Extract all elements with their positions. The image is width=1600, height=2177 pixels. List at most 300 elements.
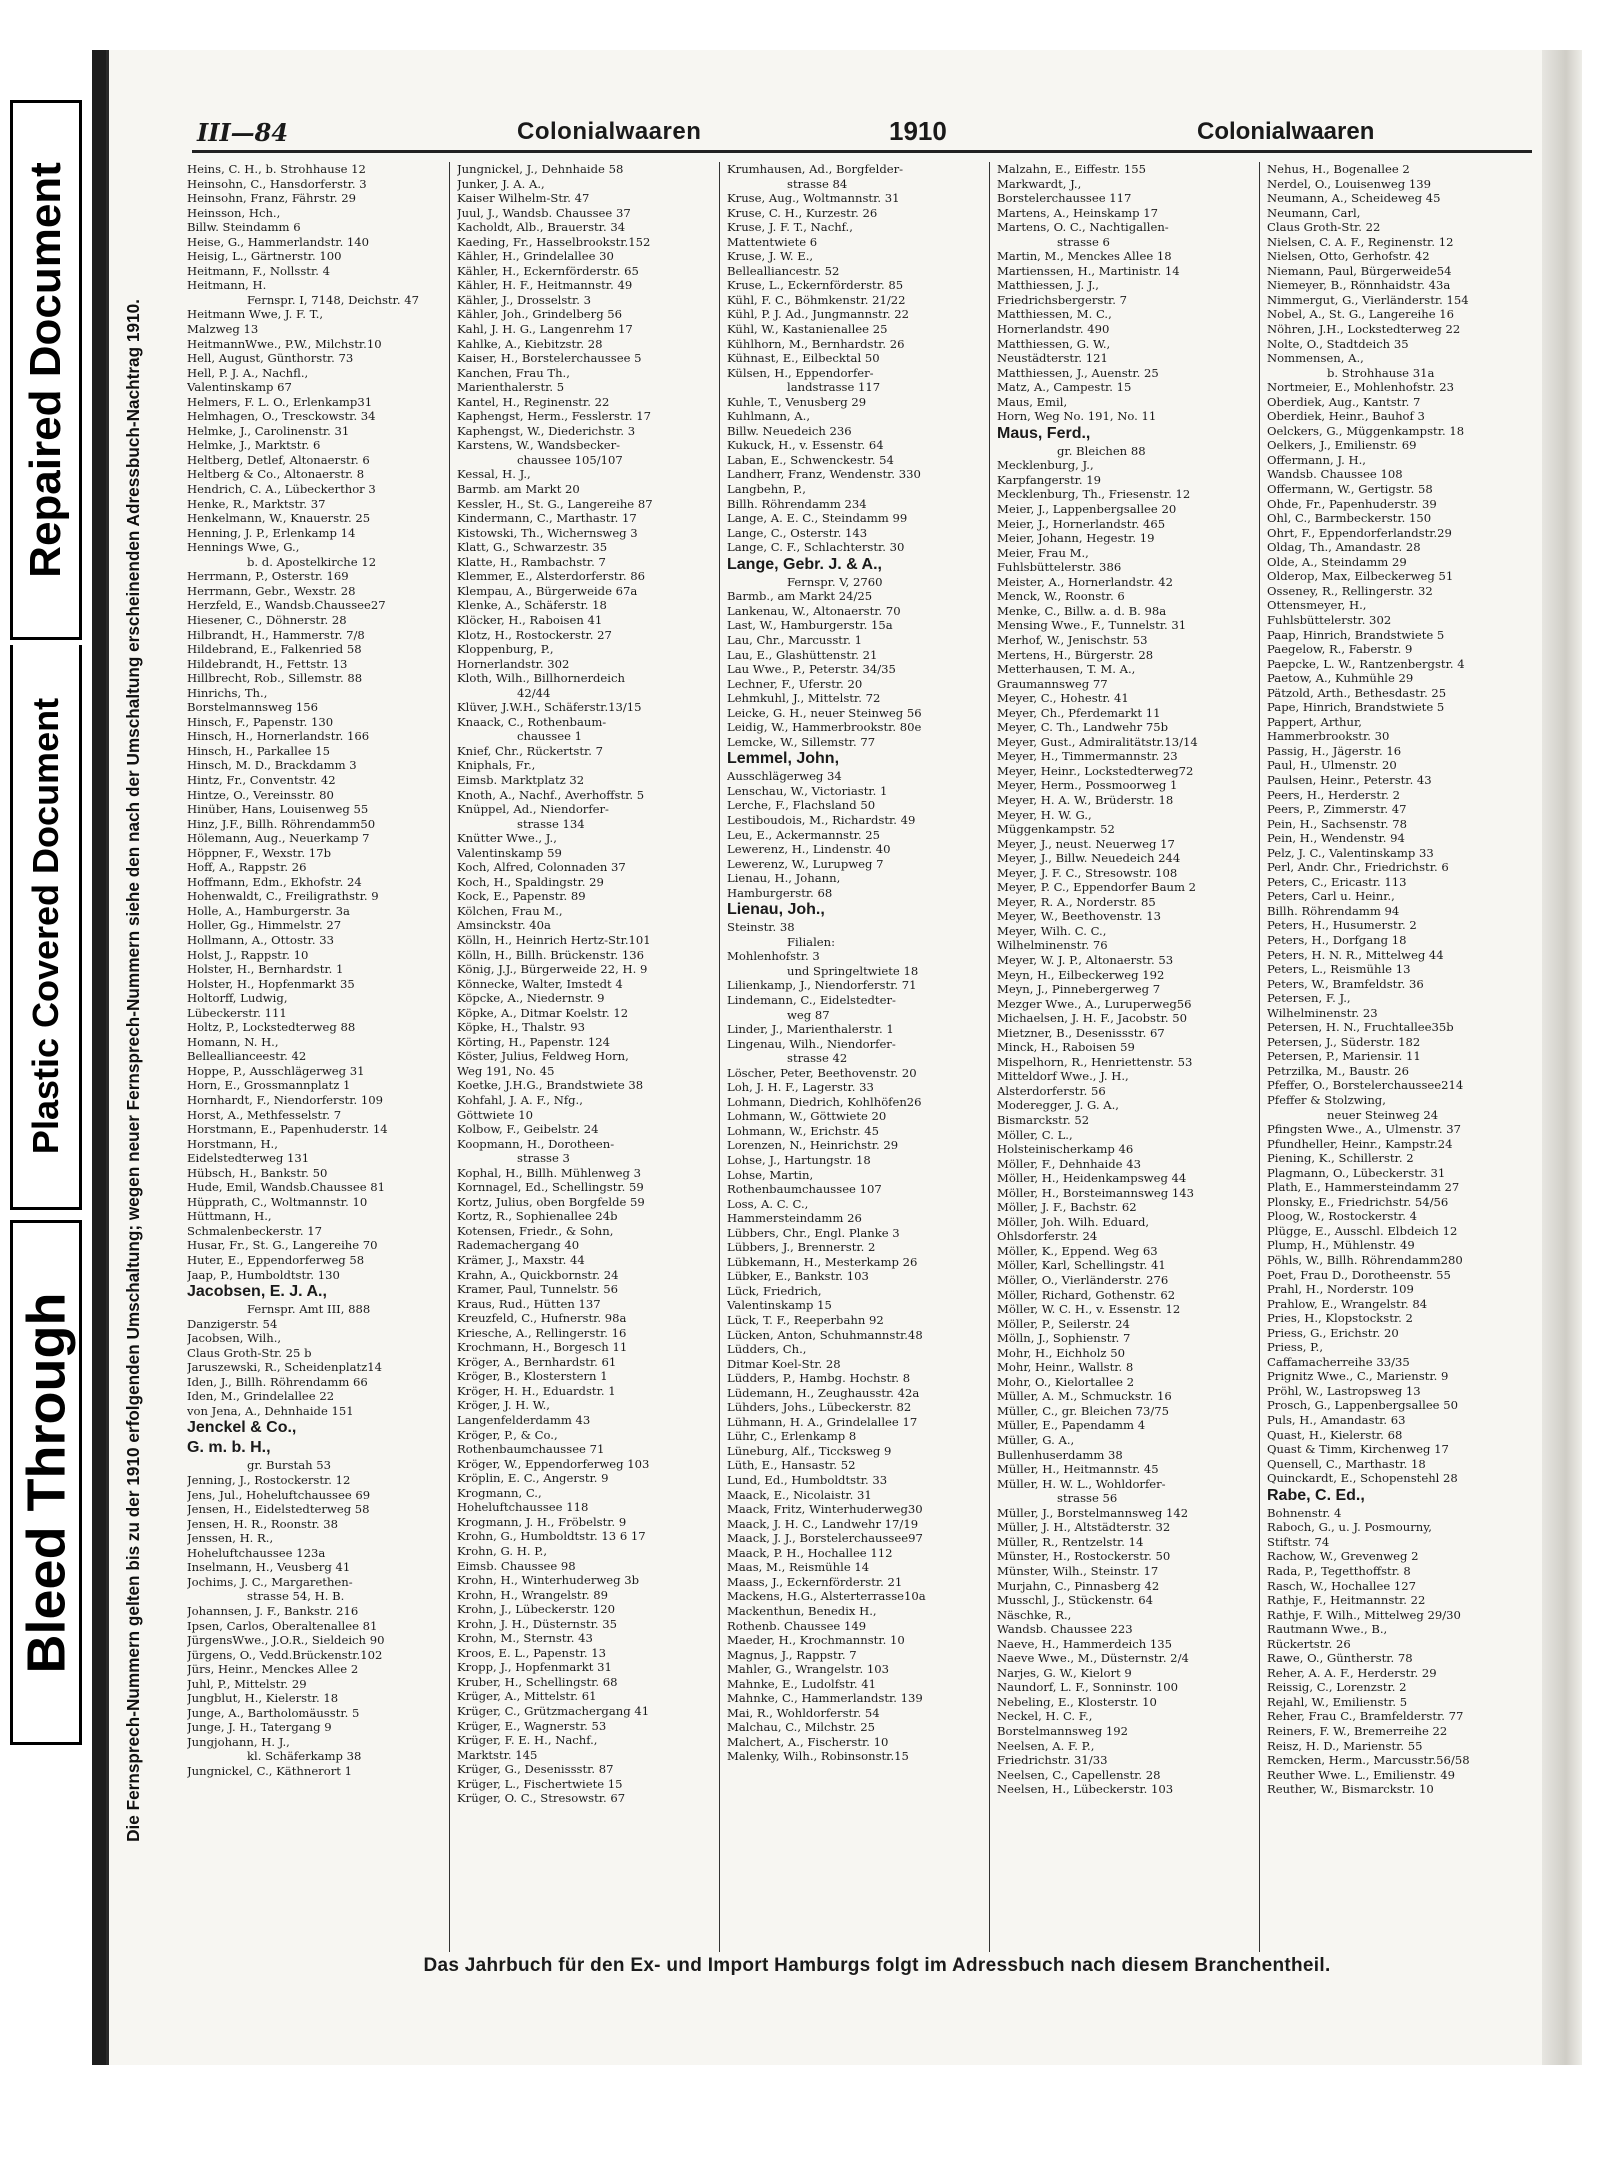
directory-entry: Steinstr. 38 — [727, 920, 795, 935]
directory-entry: Quast & Timm, Kirchenweg 17 — [1267, 1442, 1449, 1457]
directory-entry: Lüdders, Ch., — [727, 1342, 807, 1357]
directory-entry: Möller, W. C. H., v. Essenstr. 12 — [997, 1302, 1181, 1317]
directory-entry: Maack, Fritz, Winterhuderweg30 — [727, 1502, 923, 1517]
directory-entry: Iden, J., Billh. Röhrendamm 66 — [187, 1374, 368, 1389]
directory-entry: Valentinskamp 15 — [727, 1298, 832, 1313]
directory-entry: Barmb., am Markt 24/25 — [727, 589, 873, 604]
label-repaired-text: Repaired Document — [21, 162, 71, 578]
directory-entry: Borstelmannsweg 156 — [187, 700, 319, 715]
directory-entry: Jungnickel, C., Käthnerort 1 — [187, 1763, 352, 1778]
directory-entry: Koch, H., Spaldingstr. 29 — [457, 874, 604, 889]
directory-entry: Priess, G., Erichstr. 20 — [1267, 1325, 1399, 1340]
directory-entry: Jacobsen, E. J. A., — [187, 1283, 327, 1301]
directory-entry: Lohmann, W., Erichstr. 45 — [727, 1123, 879, 1138]
directory-entry: Krahn, A., Quickbornstr. 24 — [457, 1267, 619, 1282]
directory-entry: Külsen, H., Eppendorfer- — [727, 365, 874, 380]
directory-entry: Horstmann, E., Papenhuderstr. 14 — [187, 1122, 388, 1137]
directory-entry: Kruse, C. H., Kurzestr. 26 — [727, 205, 878, 220]
directory-entry: Jensen, H. R., Roonstr. 38 — [187, 1516, 339, 1531]
directory-entry: Matz, A., Campestr. 15 — [997, 380, 1132, 395]
directory-entry: Lemmel, John, — [727, 750, 840, 768]
directory-entry: Lienau, Joh., — [727, 901, 825, 919]
directory-entry: Hude, Emil, Wandsb.Chaussee 81 — [187, 1180, 386, 1195]
directory-entry: Peters, H., Dorfgang 18 — [1267, 932, 1407, 947]
directory-entry: Priess, P., — [1267, 1340, 1324, 1355]
directory-entry: Wandsb. Chaussee 108 — [1267, 467, 1403, 482]
directory-entry: Möller, Karl, Schellingstr. 41 — [997, 1258, 1166, 1273]
directory-entry: Neelsen, H., Lübeckerstr. 103 — [997, 1782, 1174, 1797]
directory-entry: Möller, H., Heidenkampsweg 44 — [997, 1171, 1187, 1186]
directory-entry: Krohn, H., Winterhuderweg 3b — [457, 1573, 640, 1588]
directory-entry: Kindermann, C., Marthastr. 17 — [457, 511, 637, 526]
directory-entry: Meyer, Gust., Admiralitätstr.13/14 — [997, 734, 1198, 749]
directory-entry: Nehus, H., Bogenallee 2 — [1267, 162, 1410, 176]
directory-entry: Rademachergang 40 — [457, 1238, 580, 1253]
directory-entry: Meyer, W. J. P., Altonaerstr. 53 — [997, 952, 1174, 967]
directory-entry: Kraus, Rud., Hütten 137 — [457, 1296, 601, 1311]
label-plastic-text: Plastic Covered Document — [25, 697, 67, 1155]
directory-entry: Nobel, A., St. G., Langereihe 16 — [1267, 307, 1455, 322]
directory-entry: b. Strohhause 31a — [1327, 365, 1435, 380]
directory-entry: Mackens, H.G., Alsterterrasse10a — [727, 1589, 926, 1604]
directory-entry: Hamburgerstr. 68 — [727, 885, 833, 900]
directory-entry: Klemmer, E., Alsterdorferstr. 86 — [457, 569, 645, 584]
directory-entry: Horstmann, H., — [187, 1136, 278, 1151]
directory-entry: Malchau, C., Milchstr. 25 — [727, 1720, 875, 1735]
directory-entry: Lehmkuhl, J., Mittelstr. 72 — [727, 691, 881, 706]
directory-entry: Meyer, H. A. W., Brüderstr. 18 — [997, 792, 1174, 807]
directory-entry: Rückertstr. 26 — [1267, 1636, 1351, 1651]
directory-entry: Möller, K., Eppend. Weg 63 — [997, 1243, 1158, 1258]
directory-entry: Peters, Carl u. Heinr., — [1267, 889, 1395, 904]
directory-entry: Hinrichs, Th., — [187, 685, 268, 700]
directory-entry: Holsteinischerkamp 46 — [997, 1142, 1134, 1157]
directory-entry: Martens, A., Heinskamp 17 — [997, 205, 1158, 220]
directory-entry: Fernspr. V, 2760 — [787, 574, 883, 589]
directory-entry: Hoppe, P., Ausschlägerweg 31 — [187, 1063, 365, 1078]
directory-entry: Nimmergut, G., Vierländerstr. 154 — [1267, 292, 1469, 307]
directory-entry: Kukuck, H., v. Essenstr. 64 — [727, 438, 884, 453]
directory-entry: Lübbers, Chr., Engl. Planke 3 — [727, 1225, 900, 1240]
directory-entry: Hollmann, A., Ottostr. 33 — [187, 932, 334, 947]
directory-entry: Jochims, J. C., Margarethen- — [187, 1574, 353, 1589]
directory-entry: Borstelmannsweg 192 — [997, 1723, 1129, 1738]
directory-entry: Jungnickel, J., Dehnhaide 58 — [457, 162, 624, 176]
directory-entry: Lindemann, C., Eidelstedter- — [727, 992, 896, 1007]
directory-entry: Barmb. am Markt 20 — [457, 482, 580, 497]
directory-entry: Meyer, Herm., Possmoorweg 1 — [997, 778, 1178, 793]
directory-entry: Jenssen, H. R., — [187, 1531, 274, 1546]
directory-entry: Kropp, J., Hopfenmarkt 31 — [457, 1660, 612, 1675]
directory-entry: Graumannsweg 77 — [997, 676, 1108, 691]
directory-entry: Osseney, R., Rellingerstr. 32 — [1267, 583, 1433, 598]
directory-entry: Knütter Wwe., J., — [457, 831, 557, 846]
directory-entry: Kröger, P., & Co., — [457, 1427, 558, 1442]
directory-entry: Kloppenburg, P., — [457, 642, 554, 657]
directory-entry: Meyer, R. A., Norderstr. 85 — [997, 894, 1156, 909]
directory-entry: Eimsb. Marktplatz 32 — [457, 772, 585, 787]
directory-entry: Laban, E., Schwenckestr. 54 — [727, 452, 894, 467]
directory-entry: Meyer, H. W. G., — [997, 807, 1092, 822]
directory-entry: Kühlhorn, M., Bernhardstr. 26 — [727, 336, 905, 351]
directory-entry: Kacholdt, Alb., Brauerstr. 34 — [457, 220, 626, 235]
directory-entry: Reuther Wwe. L., Emilienstr. 49 — [1267, 1767, 1456, 1782]
directory-entry: Mispelhorn, R., Henriettenstr. 53 — [997, 1054, 1193, 1069]
directory-entry: Minck, H., Raboisen 59 — [997, 1040, 1135, 1055]
directory-entry: Lohmann, W., Göttwiete 20 — [727, 1109, 887, 1124]
directory-entry: Krogmann, C., — [457, 1485, 542, 1500]
directory-entry: Martens, O. C., Nachtigallen- — [997, 220, 1169, 235]
directory-entry: Mattentwiete 6 — [727, 234, 818, 249]
directory-entry: strasse 134 — [517, 816, 585, 831]
directory-entry: Lühmann, H. A., Grindelallee 17 — [727, 1414, 918, 1429]
directory-entry: neuer Steinweg 24 — [1327, 1107, 1439, 1122]
header-year: 1910 — [889, 116, 947, 146]
directory-entry: Pröhl, W., Lastropsweg 13 — [1267, 1383, 1421, 1398]
directory-entry: Malchert, A., Fischerstr. 10 — [727, 1734, 889, 1749]
directory-entry: Mecklenburg, Th., Friesenstr. 12 — [997, 487, 1191, 502]
directory-entry: Rasch, W., Hochallee 127 — [1267, 1578, 1417, 1593]
directory-entry: Rothenbaumchaussee 71 — [457, 1442, 605, 1457]
directory-entry: chaussee 1 — [517, 729, 583, 744]
directory-entry: Offermann, J. H., — [1267, 452, 1366, 467]
directory-entry: Olde, A., Steindamm 29 — [1267, 554, 1407, 569]
directory-entry: Plath, E., Hammersteindamm 27 — [1267, 1180, 1460, 1195]
directory-entry: Quinckardt, E., Schopenstehl 28 — [1267, 1471, 1458, 1486]
directory-entry: Raboch, G., u. J. Posmourny, — [1267, 1520, 1432, 1535]
directory-entry: Mohr, Heinr., Wallstr. 8 — [997, 1360, 1134, 1375]
directory-entry: Kaiser, H., Borstelerchaussee 5 — [457, 351, 642, 366]
directory-entry: Kortz, R., Sophienallee 24b — [457, 1209, 618, 1224]
directory-entry: Lübbers, J., Brennerstr. 2 — [727, 1240, 876, 1255]
directory-entry: Junge, A., Bartholomäusstr. 5 — [187, 1705, 360, 1720]
directory-entry: Leu, E., Ackermannstr. 25 — [727, 827, 881, 842]
directory-entry: Mecklenburg, J., — [997, 458, 1094, 473]
directory-entry: Heinsson, Hch., — [187, 205, 281, 220]
directory-entry: Peters, W., Bramfeldstr. 36 — [1267, 976, 1424, 991]
directory-entry: Koch, Alfred, Colonnaden 37 — [457, 860, 626, 875]
directory-entry: G. m. b. H., — [187, 1439, 271, 1457]
directory-entry: Heisig, L., Gärtnerstr. 100 — [187, 249, 342, 264]
directory-entry: Kramer, Paul, Tunnelstr. 56 — [457, 1282, 619, 1297]
directory-entry: Lau, Chr., Marcusstr. 1 — [727, 632, 862, 647]
directory-entry: Kahl, J. H. G., Langenrehm 17 — [457, 322, 633, 337]
directory-entry: Holtz, P., Lockstedterweg 88 — [187, 1020, 356, 1035]
directory-entry: Helmke, J., Marktstr. 6 — [187, 438, 321, 453]
directory-entry: chaussee 105/107 — [517, 452, 623, 467]
directory-entry: kl. Schäferkamp 38 — [247, 1749, 362, 1764]
directory-entry: Kroos, E. L., Papenstr. 13 — [457, 1645, 607, 1660]
directory-entry: Quast, H., Kielerstr. 68 — [1267, 1427, 1403, 1442]
page-footer: Das Jahrbuch für den Ex- und Import Hamburgs folgt im Adressbuch nach diesem Branchentheil. — [423, 1955, 1331, 1976]
directory-entry: Belleallianceestr. 42 — [187, 1049, 307, 1064]
directory-entry: Kruber, H., Schellingstr. 68 — [457, 1674, 618, 1689]
directory-entry: Hinüber, Hans, Louisenweg 55 — [187, 802, 369, 817]
directory-entry: Möller, F., Dehnhaide 43 — [997, 1156, 1141, 1171]
directory-entry: Fernspr. I, 7148, Deichstr. 47 — [247, 292, 419, 307]
directory-entry: Kniphals, Fr., — [457, 758, 536, 773]
directory-entry: Krogmann, J. H., Fröbelstr. 9 — [457, 1514, 627, 1529]
directory-entry: gr. Bleichen 88 — [1057, 443, 1146, 458]
directory-entry: Pein, H., Sachsenstr. 78 — [1267, 816, 1407, 831]
directory-entry: Krohn, J. H., Düsternstr. 35 — [457, 1616, 618, 1631]
directory-entry: Knaack, C., Rothenbaum- — [457, 714, 607, 729]
directory-entry: Klatt, G., Schwarzestr. 35 — [457, 540, 608, 555]
directory-entry: Olderop, Max, Eilbeckerweg 51 — [1267, 569, 1454, 584]
directory-entry: Jenning, J., Rostockerstr. 12 — [187, 1473, 351, 1488]
sidebar-labels — [0, 0, 92, 2177]
directory-entry: Maas, M., Reismühle 14 — [727, 1560, 870, 1575]
directory-entry: Krüger, E., Wagnerstr. 53 — [457, 1718, 607, 1733]
directory-entry: Magnus, J., Rappstr. 7 — [727, 1647, 857, 1662]
directory-entry: Piening, K., Schillerstr. 2 — [1267, 1151, 1414, 1166]
directory-entry: Nielsen, Otto, Gerhofstr. 42 — [1267, 249, 1430, 264]
directory-entry: Poet, Frau D., Dorotheenstr. 55 — [1267, 1267, 1451, 1282]
directory-entry: Menke, C., Billw. a. d. B. 98a — [997, 603, 1167, 618]
directory-entry: Köpke, A., Ditmar Koelstr. 12 — [457, 1005, 629, 1020]
directory-entry: Möller, J. F., Bachstr. 62 — [997, 1200, 1137, 1215]
directory-entry: strasse 42 — [787, 1051, 848, 1066]
directory-entry: Kühl, W., Kastanienallee 25 — [727, 322, 888, 337]
directory-entry: Reuther, W., Bismarckstr. 10 — [1267, 1782, 1434, 1797]
directory-entry: Mackenthun, Benedix H., — [727, 1603, 877, 1618]
directory-entry: Jacobsen, Wilh., — [187, 1331, 282, 1346]
directory-entry: Krämer, J., Maxstr. 44 — [457, 1253, 585, 1268]
directory-entry: Holster, H., Bernhardstr. 1 — [187, 962, 344, 977]
directory-entry: Krochmann, H., Borgesch 11 — [457, 1340, 628, 1355]
directory-entry: Koetke, J.H.G., Brandstwiete 38 — [457, 1078, 644, 1093]
label-bleed-through — [10, 1220, 82, 1745]
directory-entry: Klenke, A., Schäferstr. 18 — [457, 598, 607, 613]
directory-entry: Hinz, J.F., Billh. Röhrendamm50 — [187, 816, 376, 831]
directory-entry: Friedrichstr. 31/33 — [997, 1753, 1108, 1768]
directory-entry: Rathje, F., Heitmannstr. 22 — [1267, 1593, 1426, 1608]
directory-entry: Holtorff, Ludwig, — [187, 991, 288, 1006]
directory-entry: Henke, R., Marktstr. 37 — [187, 496, 326, 511]
directory-entry: Moderegger, J. G. A., — [997, 1098, 1119, 1113]
column-3 — [727, 162, 985, 1952]
directory-entry: Möller, C. L., — [997, 1127, 1073, 1142]
directory-entry: Maack, P. H., Hochallee 112 — [727, 1545, 893, 1560]
directory-entry: Lübker, E., Bankstr. 103 — [727, 1269, 869, 1284]
directory-entry: Lück, T. F., Reeperbahn 92 — [727, 1313, 884, 1328]
directory-entry: Petersen, P., Mariensir. 11 — [1267, 1049, 1421, 1064]
directory-entry: Horst, A., Methfesselstr. 7 — [187, 1107, 342, 1122]
directory-entry: Bellealliancestr. 52 — [727, 263, 840, 278]
directory-entry: Rachow, W., Grevenweg 2 — [1267, 1549, 1419, 1564]
directory-entry: Huter, E., Eppendorferweg 58 — [187, 1253, 365, 1268]
directory-entry: Remcken, Herm., Marcusstr.56/58 — [1267, 1753, 1470, 1768]
directory-entry: Kühl, F. C., Böhmkenstr. 21/22 — [727, 292, 906, 307]
directory-entry: Lohse, J., Hartungstr. 18 — [727, 1153, 871, 1167]
page-number: III—84 — [197, 118, 289, 147]
directory-entry: von Jena, A., Dehnhaide 151 — [187, 1403, 354, 1418]
directory-entry: Meyer, P. C., Eppendorfer Baum 2 — [997, 880, 1197, 895]
directory-entry: Inselmann, H., Veusberg 41 — [187, 1560, 351, 1575]
directory-entry: Jensen, H., Eidelstedterweg 58 — [187, 1502, 370, 1517]
directory-entry: Höppner, F., Wexstr. 17b — [187, 845, 331, 860]
directory-entry: Lange, C. F., Schlachterstr. 30 — [727, 540, 905, 555]
directory-entry: Paap, Hinrich, Brandstwiete 5 — [1267, 627, 1445, 642]
directory-entry: Ditmar Koel-Str. 28 — [727, 1356, 841, 1371]
directory-entry: Fuhlsbüttelerstr. 302 — [1267, 612, 1392, 627]
column-2 — [457, 162, 715, 1952]
directory-entry: Lühr, C., Erlenkamp 8 — [727, 1429, 857, 1444]
directory-entry: Meister, A., Hornerlandstr. 42 — [997, 574, 1173, 589]
directory-entry: Lange, C., Osterstr. 143 — [727, 525, 868, 540]
directory-entry: Müller, J. H., Altstädterstr. 32 — [997, 1520, 1171, 1535]
directory-entry: Niemann, Paul, Bürgerweide54 — [1267, 263, 1452, 278]
directory-entry: Lechner, F., Uferstr. 20 — [727, 676, 863, 691]
column-divider — [989, 162, 990, 1952]
directory-entry: Ploog, W., Rostockerstr. 4 — [1267, 1209, 1418, 1224]
directory-entry: Krüger, L., Fischertwiete 15 — [457, 1776, 623, 1791]
directory-entry: Helmke, J., Carolinenstr. 31 — [187, 423, 350, 438]
directory-entry: strasse 6 — [1057, 234, 1110, 249]
directory-entry: Fuhlsbüttelerstr. 386 — [997, 560, 1122, 575]
directory-entry: Matthiessen, M. C., — [997, 307, 1112, 322]
directory-entry: Jenckel & Co., — [187, 1419, 297, 1437]
directory-entry: Weg 191, No. 45 — [457, 1063, 555, 1078]
directory-entry: Hornerlandstr. 302 — [457, 656, 570, 671]
directory-entry: Maus, Ferd., — [997, 424, 1091, 442]
directory-entry: Hinsch, F., Papenstr. 130 — [187, 714, 334, 729]
directory-entry: Peers, H., Herderstr. 2 — [1267, 787, 1400, 802]
directory-entry: Junker, J. A. A., — [457, 176, 545, 191]
directory-entry: Karpfangerstr. 19 — [997, 472, 1102, 487]
directory-entry: Mezger Wwe., A., Luruperweg56 — [997, 996, 1192, 1011]
label-plastic-covered-document — [10, 645, 82, 1210]
directory-entry: Lüneburg, Alf., Ticcksweg 9 — [727, 1443, 892, 1458]
directory-entry: Kuhle, T., Venusberg 29 — [727, 394, 867, 409]
directory-entry: Hüpprath, C., Woltmannstr. 10 — [187, 1194, 368, 1209]
directory-entry: Müggenkampstr. 52 — [997, 822, 1115, 837]
directory-entry: Plügge, E., Ausschl. Elbdeich 12 — [1267, 1223, 1458, 1238]
directory-entry: Herzfeld, E., Wandsb.Chaussee27 — [187, 598, 386, 613]
directory-entry: Kaeding, Fr., Hasselbrookstr.152 — [457, 234, 651, 249]
directory-entry: Stiftstr. 74 — [1267, 1534, 1330, 1549]
directory-entry: Karstens, W., Wandsbecker- — [457, 438, 621, 453]
directory-entry: Ohlsdorferstr. 24 — [997, 1229, 1098, 1244]
directory-entry: Kessal, H. J., — [457, 467, 531, 482]
directory-entry: Kornnagel, Ed., Schellingstr. 59 — [457, 1180, 644, 1195]
directory-entry: Mohr, H., Eichholz 50 — [997, 1345, 1125, 1360]
directory-entry: Plagmann, O., Lübeckerstr. 31 — [1267, 1165, 1446, 1180]
directory-entry: Jungblut, H., Kielerstr. 18 — [187, 1691, 339, 1706]
directory-entry: Nerdel, O., Louisenweg 139 — [1267, 176, 1431, 191]
directory-entry: Heinsohn, Franz, Fährstr. 29 — [187, 191, 357, 206]
directory-entry: Hinsch, H., Parkallee 15 — [187, 743, 330, 758]
directory-entry: Hohenwaldt, C., Freiligrathstr. 9 — [187, 889, 379, 904]
directory-entry: Homann, N. H., — [187, 1034, 279, 1049]
directory-entry: Schmalenbeckerstr. 17 — [187, 1223, 323, 1238]
directory-entry: Naundorf, L. F., Sonninstr. 100 — [997, 1680, 1178, 1695]
directory-entry: Knoth, A., Nachf., Averhoffstr. 5 — [457, 787, 645, 802]
directory-entry: Löscher, Peter, Beethovenstr. 20 — [727, 1065, 917, 1080]
directory-entry: Meyer, W., Beethovenstr. 13 — [997, 909, 1161, 924]
directory-entry: Hübsch, H., Bankstr. 50 — [187, 1165, 328, 1180]
directory-entry: Hammerbrookstr. 30 — [1267, 729, 1390, 744]
directory-entry: Plump, H., Mühlenstr. 49 — [1267, 1238, 1415, 1253]
directory-entry: Kähler, Joh., Grindelberg 56 — [457, 307, 623, 322]
directory-entry: Lenschau, W., Victoriastr. 1 — [727, 783, 888, 798]
directory-entry: JürgensWwe., J.O.R., Sieldeich 90 — [187, 1633, 385, 1648]
directory-entry: Prosch, G., Lappenbergsallee 50 — [1267, 1398, 1458, 1413]
directory-entry: Mohr, O., Kielortallee 2 — [997, 1374, 1135, 1389]
directory-entry: Rothenb. Chaussee 149 — [727, 1618, 867, 1633]
directory-entry: Rejahl, W., Emilienstr. 5 — [1267, 1694, 1408, 1709]
directory-entry: Peers, P., Zimmerstr. 47 — [1267, 802, 1407, 817]
directory-entry: Juhl, P., Mittelstr. 29 — [187, 1676, 307, 1691]
directory-entry: Oberdiek, Heinr., Bauhof 3 — [1267, 409, 1425, 424]
directory-entry: Kröger, B., Klosterstern 1 — [457, 1369, 608, 1384]
directory-entry: Meyer, C., Hohestr. 41 — [997, 691, 1129, 706]
directory-entry: Krüger, O. C., Stresowstr. 67 — [457, 1791, 626, 1806]
directory-entry: Köpcke, A., Niedernstr. 9 — [457, 991, 605, 1006]
directory-entry: strasse 56 — [1057, 1491, 1118, 1506]
directory-entry: Mertens, H., Bürgerstr. 28 — [997, 647, 1154, 662]
directory-entry: Petersen, J., Süderstr. 182 — [1267, 1034, 1421, 1049]
directory-entry: Holster, H., Hopfenmarkt 35 — [187, 976, 355, 991]
directory-entry: Heins, C. H., b. Strohhause 12 — [187, 162, 366, 176]
directory-entry: Martienssen, H., Martinistr. 14 — [997, 263, 1180, 278]
directory-entry: Neelsen, C., Capellenstr. 28 — [997, 1767, 1161, 1782]
directory-entry: Reher, Frau C., Bramfelderstr. 77 — [1267, 1709, 1464, 1724]
directory-entry: Kaiser Wilhelm-Str. 47 — [457, 191, 590, 206]
directory-entry: Näschke, R., — [997, 1607, 1072, 1622]
directory-entry: Paepcke, L. W., Rantzenbergstr. 4 — [1267, 656, 1465, 671]
directory-entry: Heitmann, H. — [187, 278, 267, 293]
directory-entry: Paul, H., Ulmenstr. 20 — [1267, 758, 1397, 773]
directory-entry: Peters, L., Reismühle 13 — [1267, 962, 1411, 977]
directory-entry: Caffamacherreihe 33/35 — [1267, 1354, 1410, 1369]
directory-entry: Kölchen, Frau M., — [457, 903, 563, 918]
directory-entry: Jürgens, O., Vedd.Brückenstr.102 — [187, 1647, 383, 1662]
directory-entry: Klüver, J.W.H., Schäferstr.13/15 — [457, 700, 642, 715]
directory-entry: Wilhelminenstr. 76 — [997, 938, 1108, 953]
directory-entry: Kock, E., Papenstr. 89 — [457, 889, 586, 904]
directory-entry: Bullenhuserdamm 38 — [997, 1447, 1123, 1462]
directory-entry: Lewerenz, W., Lurupweg 7 — [727, 856, 884, 871]
directory-entry: Perl, Andr. Chr., Friedrichstr. 6 — [1267, 860, 1449, 875]
directory-entry: b. d. Apostelkirche 12 — [247, 554, 377, 569]
directory-entry: Pein, H., Wendenstr. 94 — [1267, 831, 1405, 846]
directory-entry: Hinsch, M. D., Brackdamm 3 — [187, 758, 357, 773]
directory-entry: Petrzilka, M., Baustr. 26 — [1267, 1063, 1409, 1078]
directory-columns — [187, 162, 1537, 1952]
directory-entry: Friedrichsbergerstr. 7 — [997, 292, 1128, 307]
directory-entry: Krüger, A., Mittelstr. 61 — [457, 1689, 597, 1704]
directory-entry: Eidelstedterweg 131 — [187, 1151, 310, 1166]
directory-entry: Hell, P. J. A., Nachfl., — [187, 365, 309, 380]
directory-entry: Lienau, H., Johann, — [727, 871, 841, 886]
directory-entry: Lorenzen, N., Heinrichstr. 29 — [727, 1138, 899, 1153]
scanned-page — [92, 50, 1582, 2065]
directory-entry: Hammersteindamm 26 — [727, 1211, 862, 1226]
directory-entry: Danzigerstr. 54 — [187, 1316, 278, 1331]
column-divider — [1259, 162, 1260, 1952]
page-binding-edge — [92, 50, 106, 2065]
directory-entry: Offermann, W., Gertigstr. 58 — [1267, 482, 1433, 497]
directory-entry: Maus, Emil, — [997, 394, 1068, 409]
directory-entry: Ohl, C., Barmbeckerstr. 150 — [1267, 511, 1432, 526]
directory-entry: Nöhren, J.H., Lockstedterweg 22 — [1267, 322, 1461, 337]
directory-entry: Lankenau, W., Altonaerstr. 70 — [727, 603, 901, 618]
directory-entry: Kriesche, A., Rellingerstr. 16 — [457, 1325, 627, 1340]
directory-entry: Murjahn, C., Pinnasberg 42 — [997, 1578, 1160, 1593]
directory-entry: Claus Groth-Str. 22 — [1267, 220, 1381, 235]
directory-entry: Lerche, F., Flachsland 50 — [727, 798, 876, 813]
